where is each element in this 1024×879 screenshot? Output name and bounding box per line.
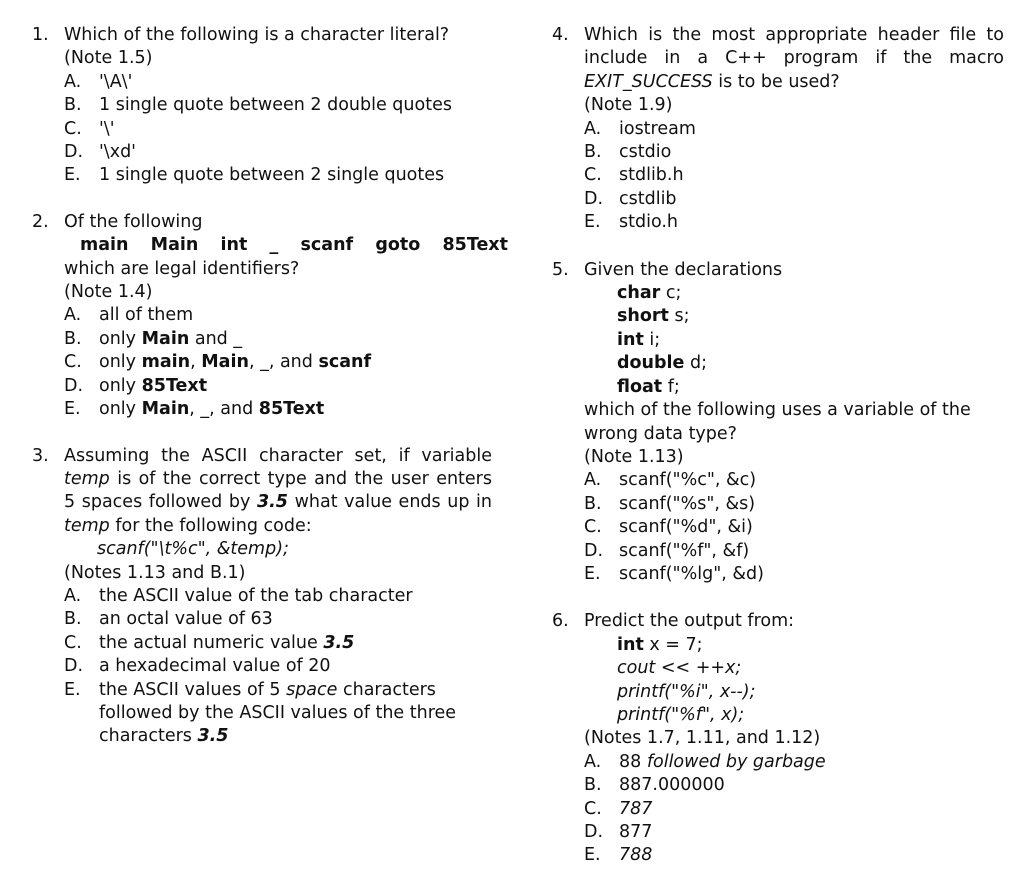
option-d: D. cstdlib bbox=[584, 188, 677, 209]
question-stem: Which of the following is a character literal? bbox=[64, 25, 450, 45]
question-note: (Note 1.9) bbox=[584, 95, 673, 116]
question-note: (Note 1.5) bbox=[64, 48, 153, 69]
option-e: E. only Main, _, and 85Text bbox=[64, 399, 325, 420]
code-line-3: printf("%i", x--); bbox=[617, 681, 756, 702]
option-b: B. scanf("%s", &s) bbox=[584, 493, 756, 514]
question-3 bbox=[32, 445, 492, 749]
identifier-list: main Main int _ scanf goto 85Text bbox=[80, 235, 508, 256]
question-stem: Of the following bbox=[64, 211, 203, 232]
option-a: A. iostream bbox=[584, 118, 696, 139]
question-stem-continued: which are legal identifiers? bbox=[64, 258, 300, 279]
option-e: E. 1 single quote between 2 single quotes bbox=[64, 165, 445, 186]
question-note: (Notes 1.13 and B.1) bbox=[64, 562, 246, 583]
option-a: A. all of them bbox=[64, 305, 194, 326]
question-number: 1. bbox=[32, 25, 49, 45]
code-line-1: int x = 7; bbox=[617, 634, 703, 655]
option-c: C. only main, Main, _, and scanf bbox=[64, 352, 372, 373]
declaration-short: short s; bbox=[617, 306, 690, 327]
option-c: C. '\' bbox=[64, 118, 115, 139]
option-a: A. '\A\' bbox=[64, 71, 133, 92]
question-4 bbox=[552, 24, 1004, 235]
question-note: (Notes 1.7, 1.11, and 1.12) bbox=[584, 728, 821, 749]
left-column bbox=[32, 24, 508, 749]
code-line-2: cout << ++x; bbox=[617, 658, 742, 679]
option-a: A. 88 followed by garbage bbox=[584, 751, 826, 772]
option-b: B. 1 single quote between 2 double quotes bbox=[64, 95, 452, 116]
option-e: E. 788 bbox=[584, 845, 653, 866]
question-note: (Note 1.13) bbox=[584, 446, 684, 467]
code-line-4: printf("%f", x); bbox=[617, 704, 745, 725]
question-6 bbox=[552, 610, 1004, 867]
question-1 bbox=[32, 24, 492, 188]
declaration-float: float f; bbox=[617, 376, 680, 397]
code-snippet: scanf("\t%c", &temp); bbox=[97, 539, 289, 560]
declaration-char: char c; bbox=[617, 283, 682, 304]
option-c: C. the actual numeric value 3.5 bbox=[64, 632, 355, 653]
question-number: 4. bbox=[552, 25, 569, 45]
question-stem: Predict the output from: bbox=[584, 611, 795, 632]
option-c: C. 787 bbox=[584, 798, 653, 819]
option-c: C. stdlib.h bbox=[584, 165, 684, 186]
question-stem: Given the declarations bbox=[584, 259, 783, 280]
declaration-double: double d; bbox=[617, 353, 707, 374]
question-number: 2. bbox=[32, 211, 49, 232]
option-b: B. an octal value of 63 bbox=[64, 609, 273, 630]
option-a: A. the ASCII value of the tab character bbox=[64, 585, 413, 606]
right-column bbox=[552, 24, 1004, 868]
option-a: A. scanf("%c", &c) bbox=[584, 470, 757, 491]
question-stem-continued: which of the following uses a variable of the wrong data type? bbox=[584, 400, 971, 444]
option-e: E. stdio.h bbox=[584, 212, 679, 233]
question-note: (Note 1.4) bbox=[64, 282, 153, 303]
option-d: D. a hexadecimal value of 20 bbox=[64, 656, 331, 677]
option-e: E. scanf("%lg", &d) bbox=[584, 563, 764, 584]
option-c: C. scanf("%d", &i) bbox=[584, 517, 753, 538]
declaration-int: int i; bbox=[617, 329, 661, 350]
option-e: E. the ASCII values of 5 space characters followed by the ASCII values of the three characters 3.5 bbox=[64, 679, 457, 747]
question-number: 3. bbox=[32, 445, 49, 466]
question-5 bbox=[552, 259, 1004, 587]
option-d: D. 877 bbox=[584, 822, 653, 842]
question-number: 6. bbox=[552, 611, 569, 632]
question-stem: Assuming the ASCII character set, if variable temp is of the correct type and the user enters 5 spaces followed by 3.5 what value ends up in temp for the following code: bbox=[64, 445, 493, 536]
option-b: B. only Main and _ bbox=[64, 328, 243, 349]
option-b: B. 887.000000 bbox=[584, 775, 725, 796]
option-d: D. scanf("%f", &f) bbox=[584, 540, 750, 561]
option-d: D. only 85Text bbox=[64, 375, 208, 396]
question-stem: Which is the most appropriate header file to include in a C++ program if the macro EXIT_SUCCESS is to be used? bbox=[584, 25, 1004, 92]
question-2 bbox=[32, 211, 508, 422]
question-number: 5. bbox=[552, 259, 569, 280]
option-b: B. cstdio bbox=[584, 142, 672, 163]
option-d: D. '\xd' bbox=[64, 142, 136, 163]
